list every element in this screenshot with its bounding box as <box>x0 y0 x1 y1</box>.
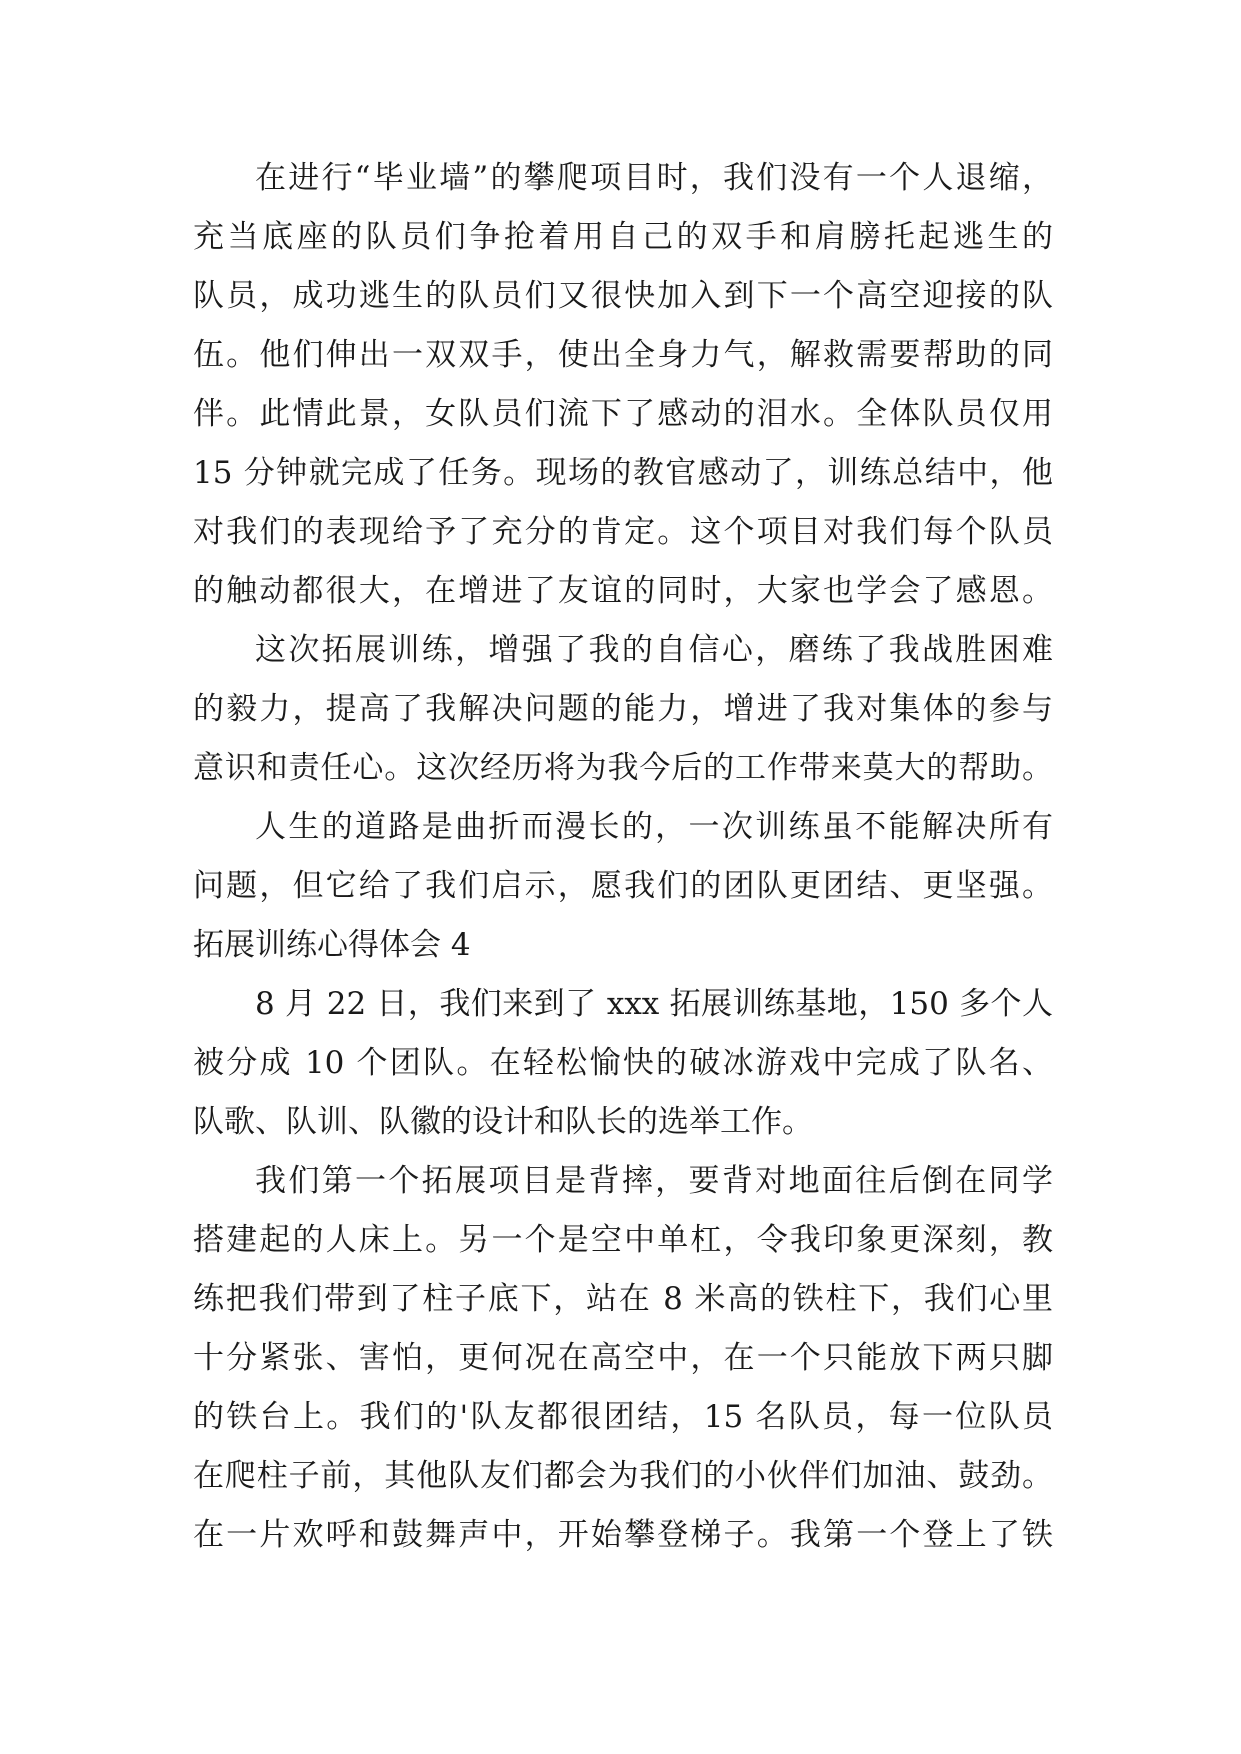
text-line: 的毅力，提高了我解决问题的能力，增进了我对集体的参与 <box>193 691 1053 727</box>
section-heading: 拓展训练心得体会 4 <box>193 927 471 963</box>
text-line: 8 月 22 日，我们来到了 xxx 拓展训练基地，150 多个人 <box>255 986 1053 1022</box>
text-line: 在一片欢呼和鼓舞声中，开始攀登梯子。我第一个登上了铁 <box>193 1517 1053 1553</box>
text-line: 我们第一个拓展项目是背摔，要背对地面往后倒在同学 <box>255 1163 1053 1199</box>
text-line: 练把我们带到了柱子底下，站在 8 米高的铁柱下，我们心里 <box>193 1281 1053 1317</box>
text-line: 对我们的表现给予了充分的肯定。这个项目对我们每个队员 <box>193 514 1053 550</box>
text-line: 的触动都很大，在增进了友谊的同时，大家也学会了感恩。 <box>193 573 1053 609</box>
text-line: 意识和责任心。这次经历将为我今后的工作带来莫大的帮助。 <box>193 750 1053 786</box>
text-line: 十分紧张、害怕，更何况在高空中，在一个只能放下两只脚 <box>193 1340 1053 1376</box>
text-line: 问题，但它给了我们启示，愿我们的团队更团结、更坚强。 <box>193 868 1053 904</box>
text-line: 15 分钟就完成了任务。现场的教官感动了，训练总结中，他 <box>193 455 1053 491</box>
text-line: 这次拓展训练，增强了我的自信心，磨练了我战胜困难 <box>255 632 1053 668</box>
text-line: 搭建起的人床上。另一个是空中单杠，令我印象更深刻，教 <box>193 1222 1053 1258</box>
text-line: 队歌、队训、队徽的设计和队长的选举工作。 <box>193 1104 813 1140</box>
text-line: 伍。他们伸出一双双手，使出全身力气，解救需要帮助的同 <box>193 337 1053 373</box>
text-line: 在进行“毕业墙”的攀爬项目时，我们没有一个人退缩， <box>255 160 1053 196</box>
text-line: 在爬柱子前，其他队友们都会为我们的小伙伴们加油、鼓劲。 <box>193 1458 1053 1494</box>
text-line: 队员，成功逃生的队员们又很快加入到下一个高空迎接的队 <box>193 278 1053 314</box>
text-line: 被分成 10 个团队。在轻松愉快的破冰游戏中完成了队名、 <box>193 1045 1053 1081</box>
text-line: 的铁台上。我们的'队友都很团结，15 名队员，每一位队员 <box>193 1399 1053 1435</box>
body-text <box>193 149 1053 1565</box>
text-line: 人生的道路是曲折而漫长的，一次训练虽不能解决所有 <box>255 809 1053 845</box>
text-line: 充当底座的队员们争抢着用自己的双手和肩膀托起逃生的 <box>193 219 1053 255</box>
text-line: 伴。此情此景，女队员们流下了感动的泪水。全体队员仅用 <box>193 396 1053 432</box>
